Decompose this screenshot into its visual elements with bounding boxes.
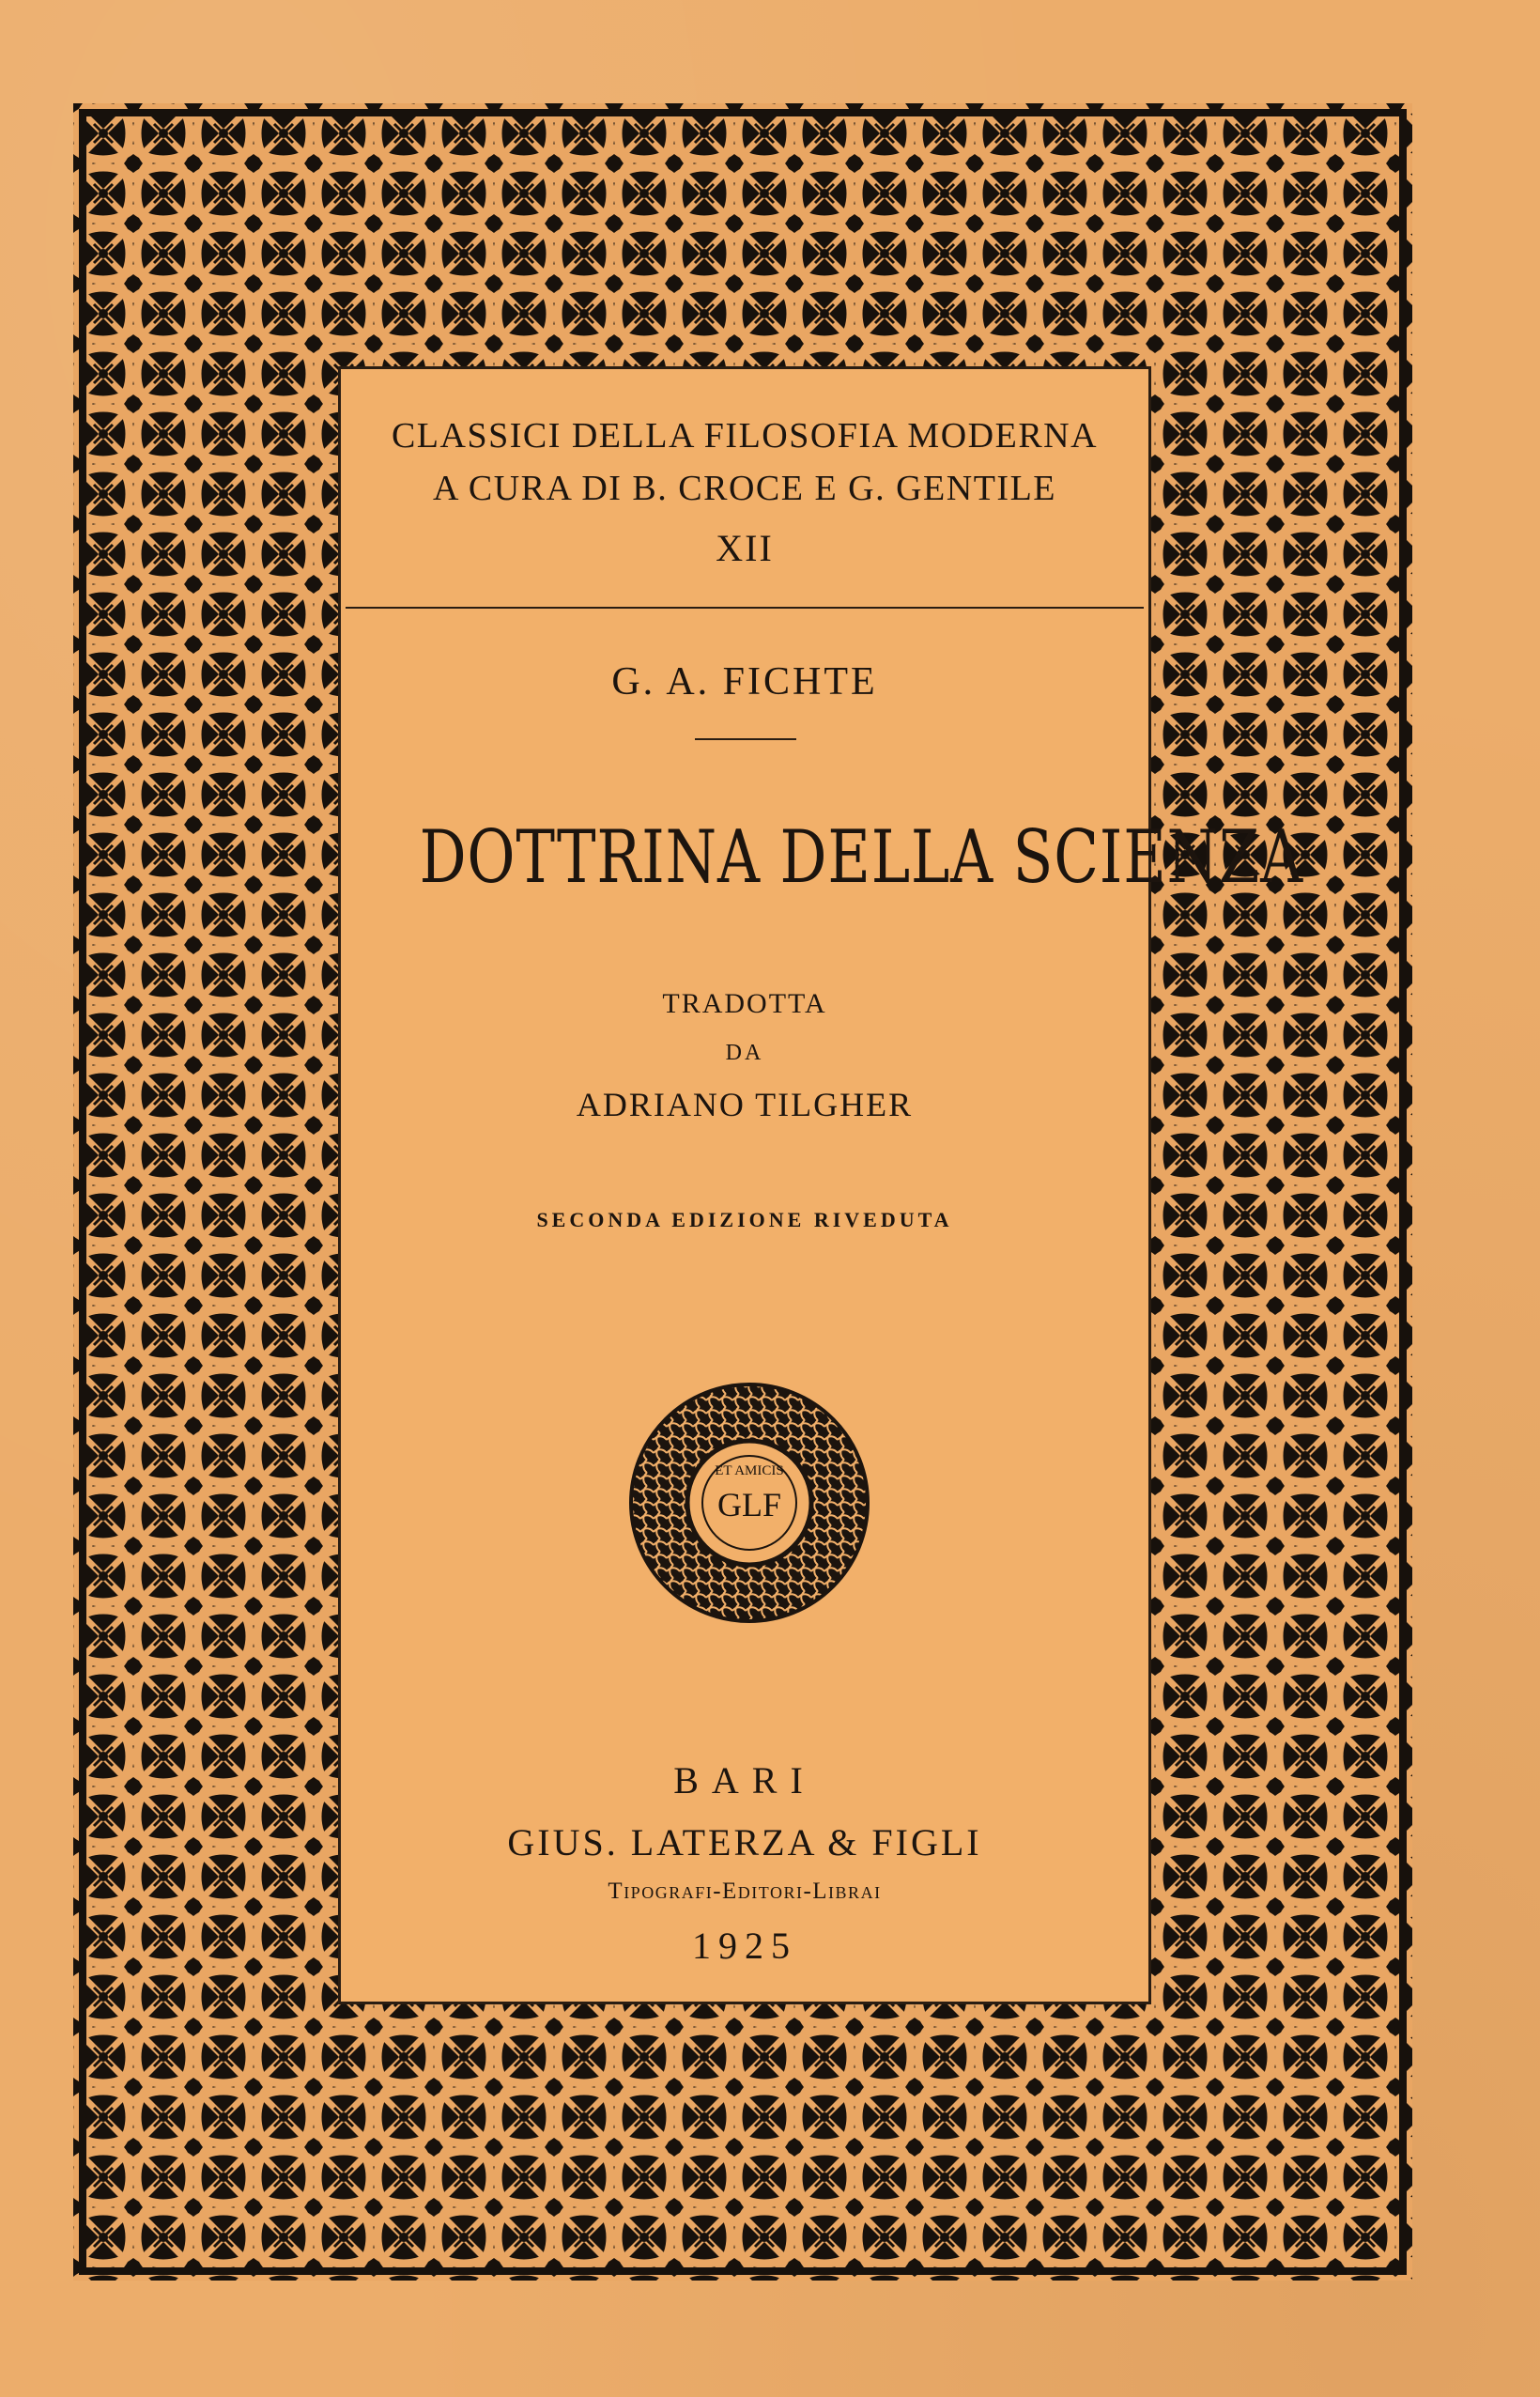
- publisher: GIUS. LATERZA & FIGLI: [507, 1821, 982, 1863]
- series-name: CLASSICI DELLA FILOSOFIA MODERNA: [391, 416, 1099, 456]
- translated-label: TRADOTTA: [662, 988, 827, 1019]
- panel-divider: [346, 607, 1144, 609]
- publisher-seal-icon: [627, 1381, 871, 1625]
- publication-year: 1925: [692, 1925, 797, 1967]
- author-rule: [695, 738, 796, 740]
- series-editors: A CURA DI B. CROCE E G. GENTILE: [433, 469, 1056, 508]
- seal-monogram: GLF: [716, 1486, 782, 1523]
- translator: ADRIANO TILGHER: [576, 1086, 914, 1123]
- series-number: XII: [716, 527, 774, 569]
- edition: SECONDA EDIZIONE RIVEDUTA: [536, 1208, 953, 1231]
- publisher-trade: Tipografi-Editori-Librai: [608, 1879, 882, 1904]
- translated-by-label: DA: [725, 1041, 764, 1065]
- city: BARI: [673, 1759, 816, 1802]
- seal-motto: ET AMICIS: [715, 1463, 784, 1478]
- book-title: DOTTRINA DELLA SCIENZA: [419, 815, 1303, 900]
- title-panel: [338, 366, 1303, 2004]
- author: G. A. FICHTE: [611, 660, 878, 704]
